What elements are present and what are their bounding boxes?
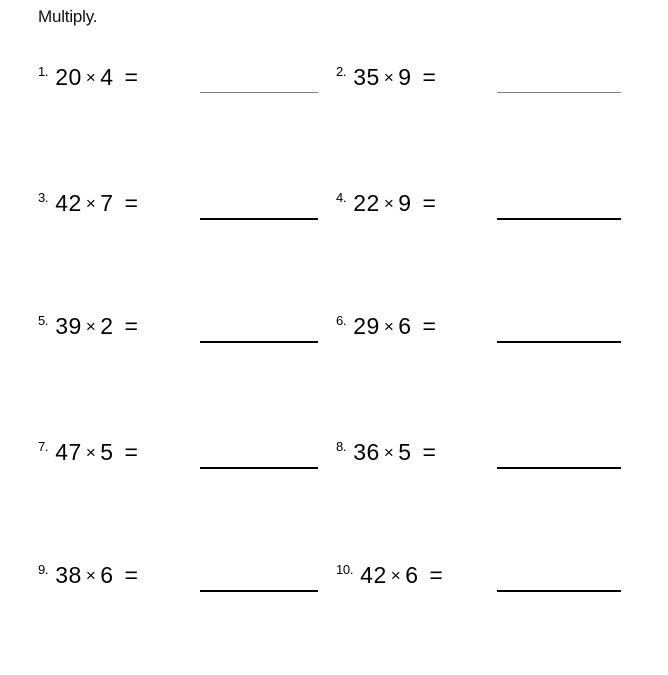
factor-b: 6 — [398, 313, 412, 339]
problem-expression — [55, 441, 138, 466]
problem-number: 3. — [38, 190, 49, 205]
multiplication-operator-icon: × — [85, 194, 97, 213]
multiplication-operator-icon: × — [85, 566, 97, 585]
equals-sign: = — [415, 439, 437, 465]
problem-item — [38, 192, 138, 217]
multiplication-operator-icon: × — [85, 68, 97, 87]
factor-a: 22 — [353, 190, 380, 216]
equals-sign: = — [117, 562, 139, 588]
answer-blank[interactable] — [200, 341, 318, 343]
problem-item — [336, 315, 436, 340]
multiplication-operator-icon: × — [383, 317, 395, 336]
equals-sign: = — [117, 64, 139, 90]
problem-item — [336, 441, 436, 466]
equals-sign: = — [117, 439, 139, 465]
answer-blank[interactable] — [200, 467, 318, 469]
problem-item — [38, 564, 138, 589]
problem-expression — [353, 441, 436, 466]
problem-expression — [55, 315, 138, 340]
multiplication-operator-icon: × — [383, 443, 395, 462]
multiplication-operator-icon: × — [383, 68, 395, 87]
factor-b: 7 — [100, 190, 114, 216]
problem-item — [38, 441, 138, 466]
factor-a: 39 — [55, 313, 82, 339]
equals-sign: = — [117, 313, 139, 339]
problem-number: 7. — [38, 439, 49, 454]
answer-blank[interactable] — [497, 467, 621, 469]
factor-a: 36 — [353, 439, 380, 465]
factor-a: 29 — [353, 313, 380, 339]
equals-sign: = — [415, 190, 437, 216]
problem-item — [38, 66, 138, 91]
equals-sign: = — [415, 313, 437, 339]
answer-blank[interactable] — [200, 590, 318, 592]
problem-expression — [55, 66, 138, 91]
problem-item — [336, 66, 436, 91]
factor-a: 42 — [55, 190, 82, 216]
multiplication-operator-icon: × — [390, 566, 402, 585]
factor-a: 35 — [353, 64, 380, 90]
multiplication-operator-icon: × — [85, 317, 97, 336]
factor-b: 4 — [100, 64, 114, 90]
equals-sign: = — [117, 190, 139, 216]
problem-expression — [55, 564, 138, 589]
problem-number: 4. — [336, 190, 347, 205]
problem-expression — [353, 66, 436, 91]
page-title: Multiply. — [38, 7, 98, 26]
equals-sign: = — [422, 562, 444, 588]
problem-number: 5. — [38, 313, 49, 328]
multiplication-operator-icon: × — [85, 443, 97, 462]
factor-a: 42 — [360, 562, 387, 588]
problem-number: 10. — [336, 562, 354, 577]
factor-b: 9 — [398, 190, 412, 216]
factor-b: 6 — [100, 562, 114, 588]
answer-blank[interactable] — [497, 590, 621, 592]
answer-blank[interactable] — [200, 218, 318, 220]
factor-b: 9 — [398, 64, 412, 90]
problem-item — [336, 564, 443, 589]
factor-b: 5 — [398, 439, 412, 465]
multiplication-operator-icon: × — [383, 194, 395, 213]
answer-blank[interactable] — [497, 92, 621, 93]
factor-a: 38 — [55, 562, 82, 588]
problem-item — [38, 315, 138, 340]
problem-number: 8. — [336, 439, 347, 454]
answer-blank[interactable] — [200, 92, 318, 93]
factor-b: 5 — [100, 439, 114, 465]
problem-number: 6. — [336, 313, 347, 328]
problem-expression — [353, 192, 436, 217]
factor-a: 47 — [55, 439, 82, 465]
problem-item — [336, 192, 436, 217]
factor-b: 2 — [100, 313, 114, 339]
factor-b: 6 — [405, 562, 419, 588]
problem-expression — [353, 315, 436, 340]
problem-expression — [55, 192, 138, 217]
answer-blank[interactable] — [497, 341, 621, 343]
problem-number: 1. — [38, 64, 49, 79]
problem-expression — [360, 564, 443, 589]
answer-blank[interactable] — [497, 218, 621, 220]
equals-sign: = — [415, 64, 437, 90]
problem-number: 2. — [336, 64, 347, 79]
problem-number: 9. — [38, 562, 49, 577]
factor-a: 20 — [55, 64, 82, 90]
